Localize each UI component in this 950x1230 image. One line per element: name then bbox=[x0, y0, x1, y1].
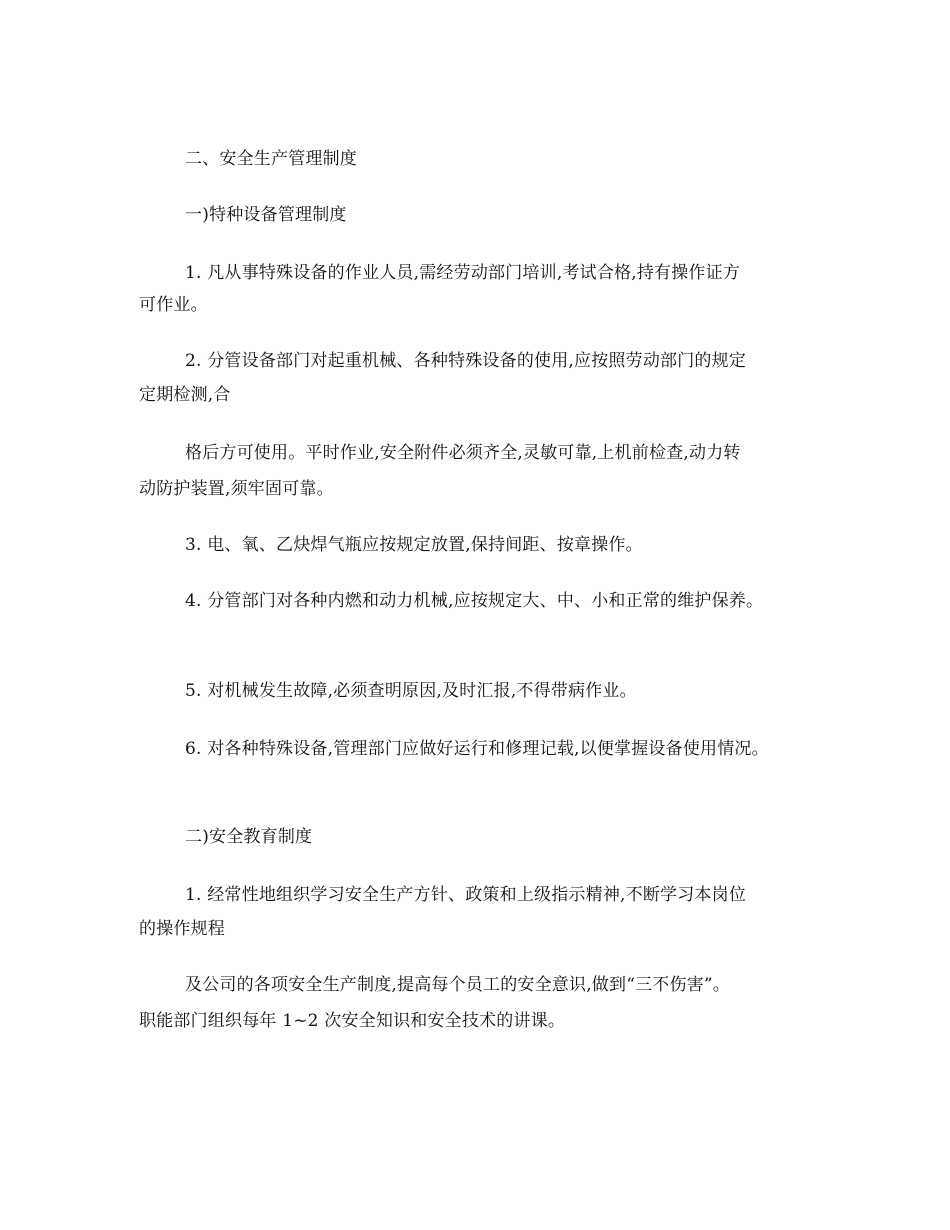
paragraph-line: 1. 凡从事特殊设备的作业人员,需经劳动部门培训,考试合格,持有操作证方 bbox=[185, 263, 741, 283]
page-heading: 二、安全生产管理制度 bbox=[185, 149, 357, 169]
section-title-education: 二)安全教育制度 bbox=[185, 827, 313, 847]
paragraph-line: 定期检测,合 bbox=[139, 385, 231, 405]
paragraph-line: 及公司的各项安全生产制度,提高每个员工的安全意识,做到“三不伤害”。 bbox=[185, 975, 730, 995]
paragraph-line: 2. 分管设备部门对起重机械、各种特殊设备的使用,应按照劳动部门的规定 bbox=[185, 351, 747, 371]
paragraph-line: 5. 对机械发生故障,必须查明原因,及时汇报,不得带病作业。 bbox=[185, 681, 637, 701]
paragraph-line: 可作业。 bbox=[139, 295, 208, 315]
paragraph-line: 6. 对各种特殊设备,管理部门应做好运行和修理记载,以便掌握设备使用情况。 bbox=[185, 739, 769, 759]
paragraph-line: 职能部门组织每年 1~2 次安全知识和安全技术的讲课。 bbox=[139, 1011, 566, 1031]
paragraph-line: 1. 经常性地组织学习安全生产方针、政策和上级指示精神,不断学习本岗位 bbox=[185, 885, 747, 905]
paragraph-line: 3. 电、氧、乙炔焊气瓶应按规定放置,保持间距、按章操作。 bbox=[185, 535, 643, 555]
section-title-equipment: 一)特种设备管理制度 bbox=[185, 205, 347, 225]
paragraph-line: 4. 分管部门对各种内燃和动力机械,应按规定大、中、小和正常的维护保养。 bbox=[185, 591, 764, 611]
paragraph-line: 的操作规程 bbox=[139, 919, 225, 939]
paragraph-line: 格后方可使用。平时作业,安全附件必须齐全,灵敏可靠,上机前检查,动力转 bbox=[185, 443, 741, 463]
paragraph-line: 动防护装置,须牢固可靠。 bbox=[139, 479, 334, 499]
